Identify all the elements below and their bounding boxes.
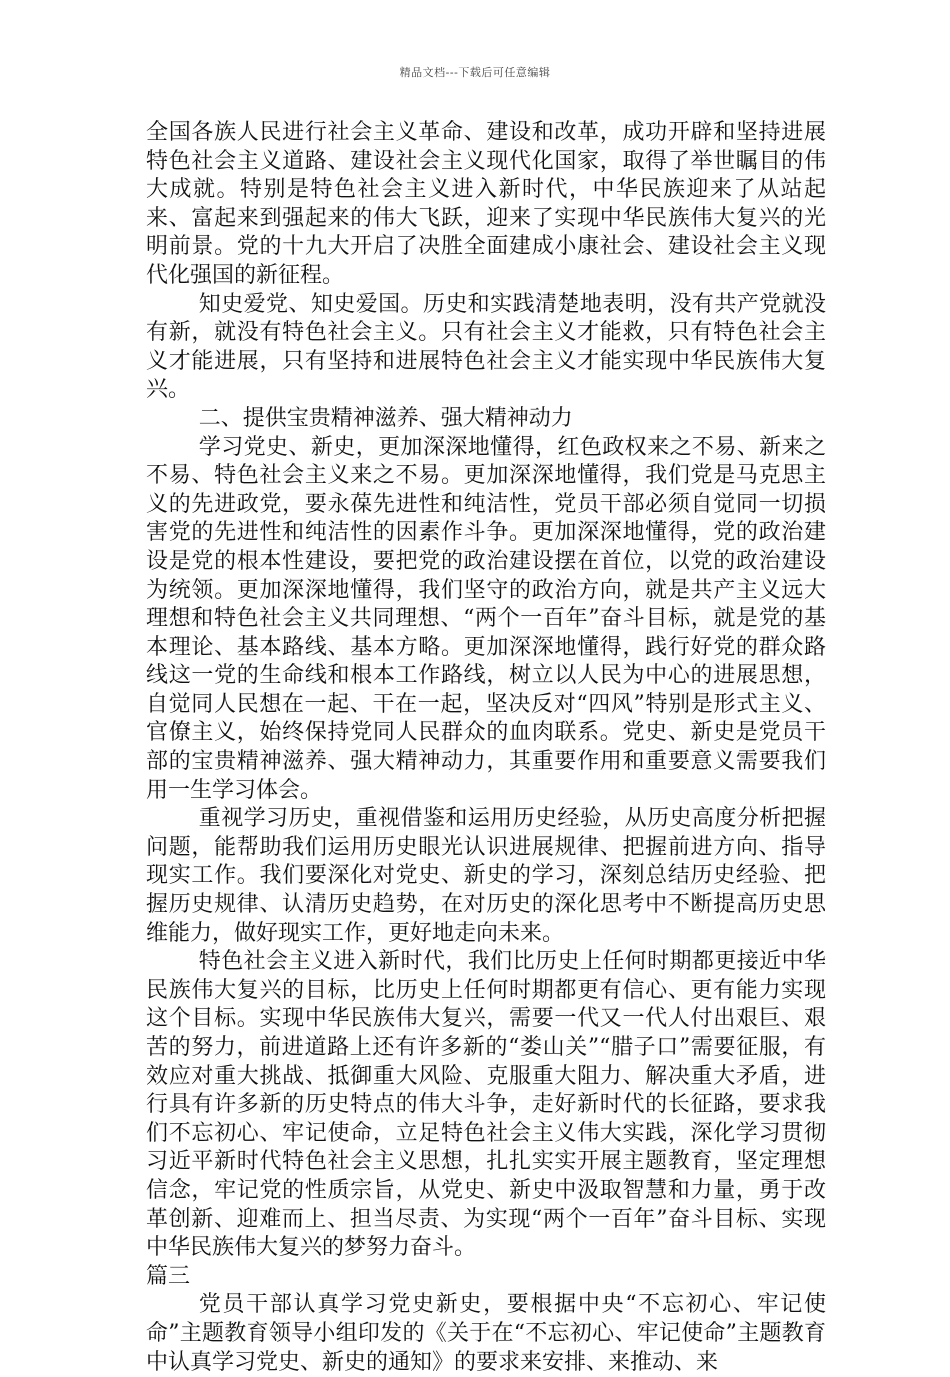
paragraph-learn-party-history: 学习党史、新史，更加深深地懂得，红色政权来之不易、新来之不易、特色社会主义来之不易。更加深深地懂得，我们党是马克思主义的先进政党，要永葆先进性和纯洁性，党员干部必须自觉同一切损害党的先进性和纯洁性的因素作斗争。更加深深地懂得，党的政治建设是党的根本性建设，要把党的政治建设摆在首位，以党的政治建设为统领。更加深深地懂得，我们坚守的政治方向，就是共产主义远大理想和特色社会主义共同理想、“两个一百年”奋斗目标，就是党的基本理论、基本路线、基本方略。更加深深地懂得，践行好党的群众路线这一党的生命线和根本工作路线，树立以人民为中心的进展思想，自觉同人民想在一起、干在一起，坚决反对“四风”特别是形式主义、官僚主义，始终保持党同人民群众的血肉联系。党史、新史是党员干部的宝贵精神滋养、强大精神动力，其重要作用和重要意义需要我们用一生学习体会。 xyxy=(146,434,826,803)
paragraph-new-era: 特色社会主义进入新时代，我们比历史上任何时期都更接近中华民族伟大复兴的目标，比历史上任何时期都更有信心、更有能力实现这个目标。实现中华民族伟大复兴，需要一代又一代人付出艰巨、艰苦的努力，前进道路上还有许多新的“娄山关”“腊子口”需要征服，有效应对重大挑战、抵御重大风险、克服重大阻力、解决重大矛盾，进行具有许多新的历史特点的伟大斗争，走好新时代的长征路，要求我们不忘初心、牢记使命，立足特色社会主义伟大实践，深化学习贯彻习近平新时代特色社会主义思想，扎扎实实开展主题教育，坚定理想信念，牢记党的性质宗旨，从党史、新史中汲取智慧和力量，勇于改革创新、迎难而上、担当尽责、为实现“两个一百年”奋斗目标、实现中华民族伟大复兴的梦努力奋斗。 xyxy=(146,949,826,1261)
chapter-label: 篇三 xyxy=(146,1263,191,1289)
page-header: 精品文档---下载后可任意编辑 xyxy=(399,66,551,79)
paragraph-know-history: 知史爱党、知史爱国。历史和实践清楚地表明，没有共产党就没有新，就没有特色社会主义。只有社会主义才能救，只有特色社会主义才能进展，只有坚持和进展特色社会主义才能实现中华民族伟大复兴。 xyxy=(146,291,826,403)
paragraph-chapter-three: 党员干部认真学习党史新史，要根据中央“不忘初心、牢记使命”主题教育领导小组印发的《关于在“不忘初心、牢记使命”主题教育中认真学习党史、新史的通知》的要求来安排、来推动、来 xyxy=(146,1292,826,1375)
paragraph-continuation: 全国各族人民进行社会主义革命、建设和改革，成功开辟和坚持进展特色社会主义道路、建设社会主义现代化国家，取得了举世瞩目的伟大成就。特别是特色社会主义进入新时代，中华民族迎来了从站起来、富起来到强起来的伟大飞跃，迎来了实现中华民族伟大复兴的光明前景。党的十九大开启了决胜全面建成小康社会、建设社会主义现代化强国的新征程。 xyxy=(146,120,826,288)
paragraph-value-history: 重视学习历史，重视借鉴和运用历史经验，从历史高度分析把握问题，能帮助我们运用历史眼光认识进展规律、把握前进方向、指导现实工作。我们要深化对党史、新史的学习，深刻总结历史经验、把握历史规律、认清历史趋势，在对历史的深化思考中不断提高历史思维能力，做好现实工作，更好地走向未来。 xyxy=(146,806,826,946)
document-body xyxy=(146,119,826,1377)
section-heading-two: 二、提供宝贵精神滋养、强大精神动力 xyxy=(198,405,573,431)
